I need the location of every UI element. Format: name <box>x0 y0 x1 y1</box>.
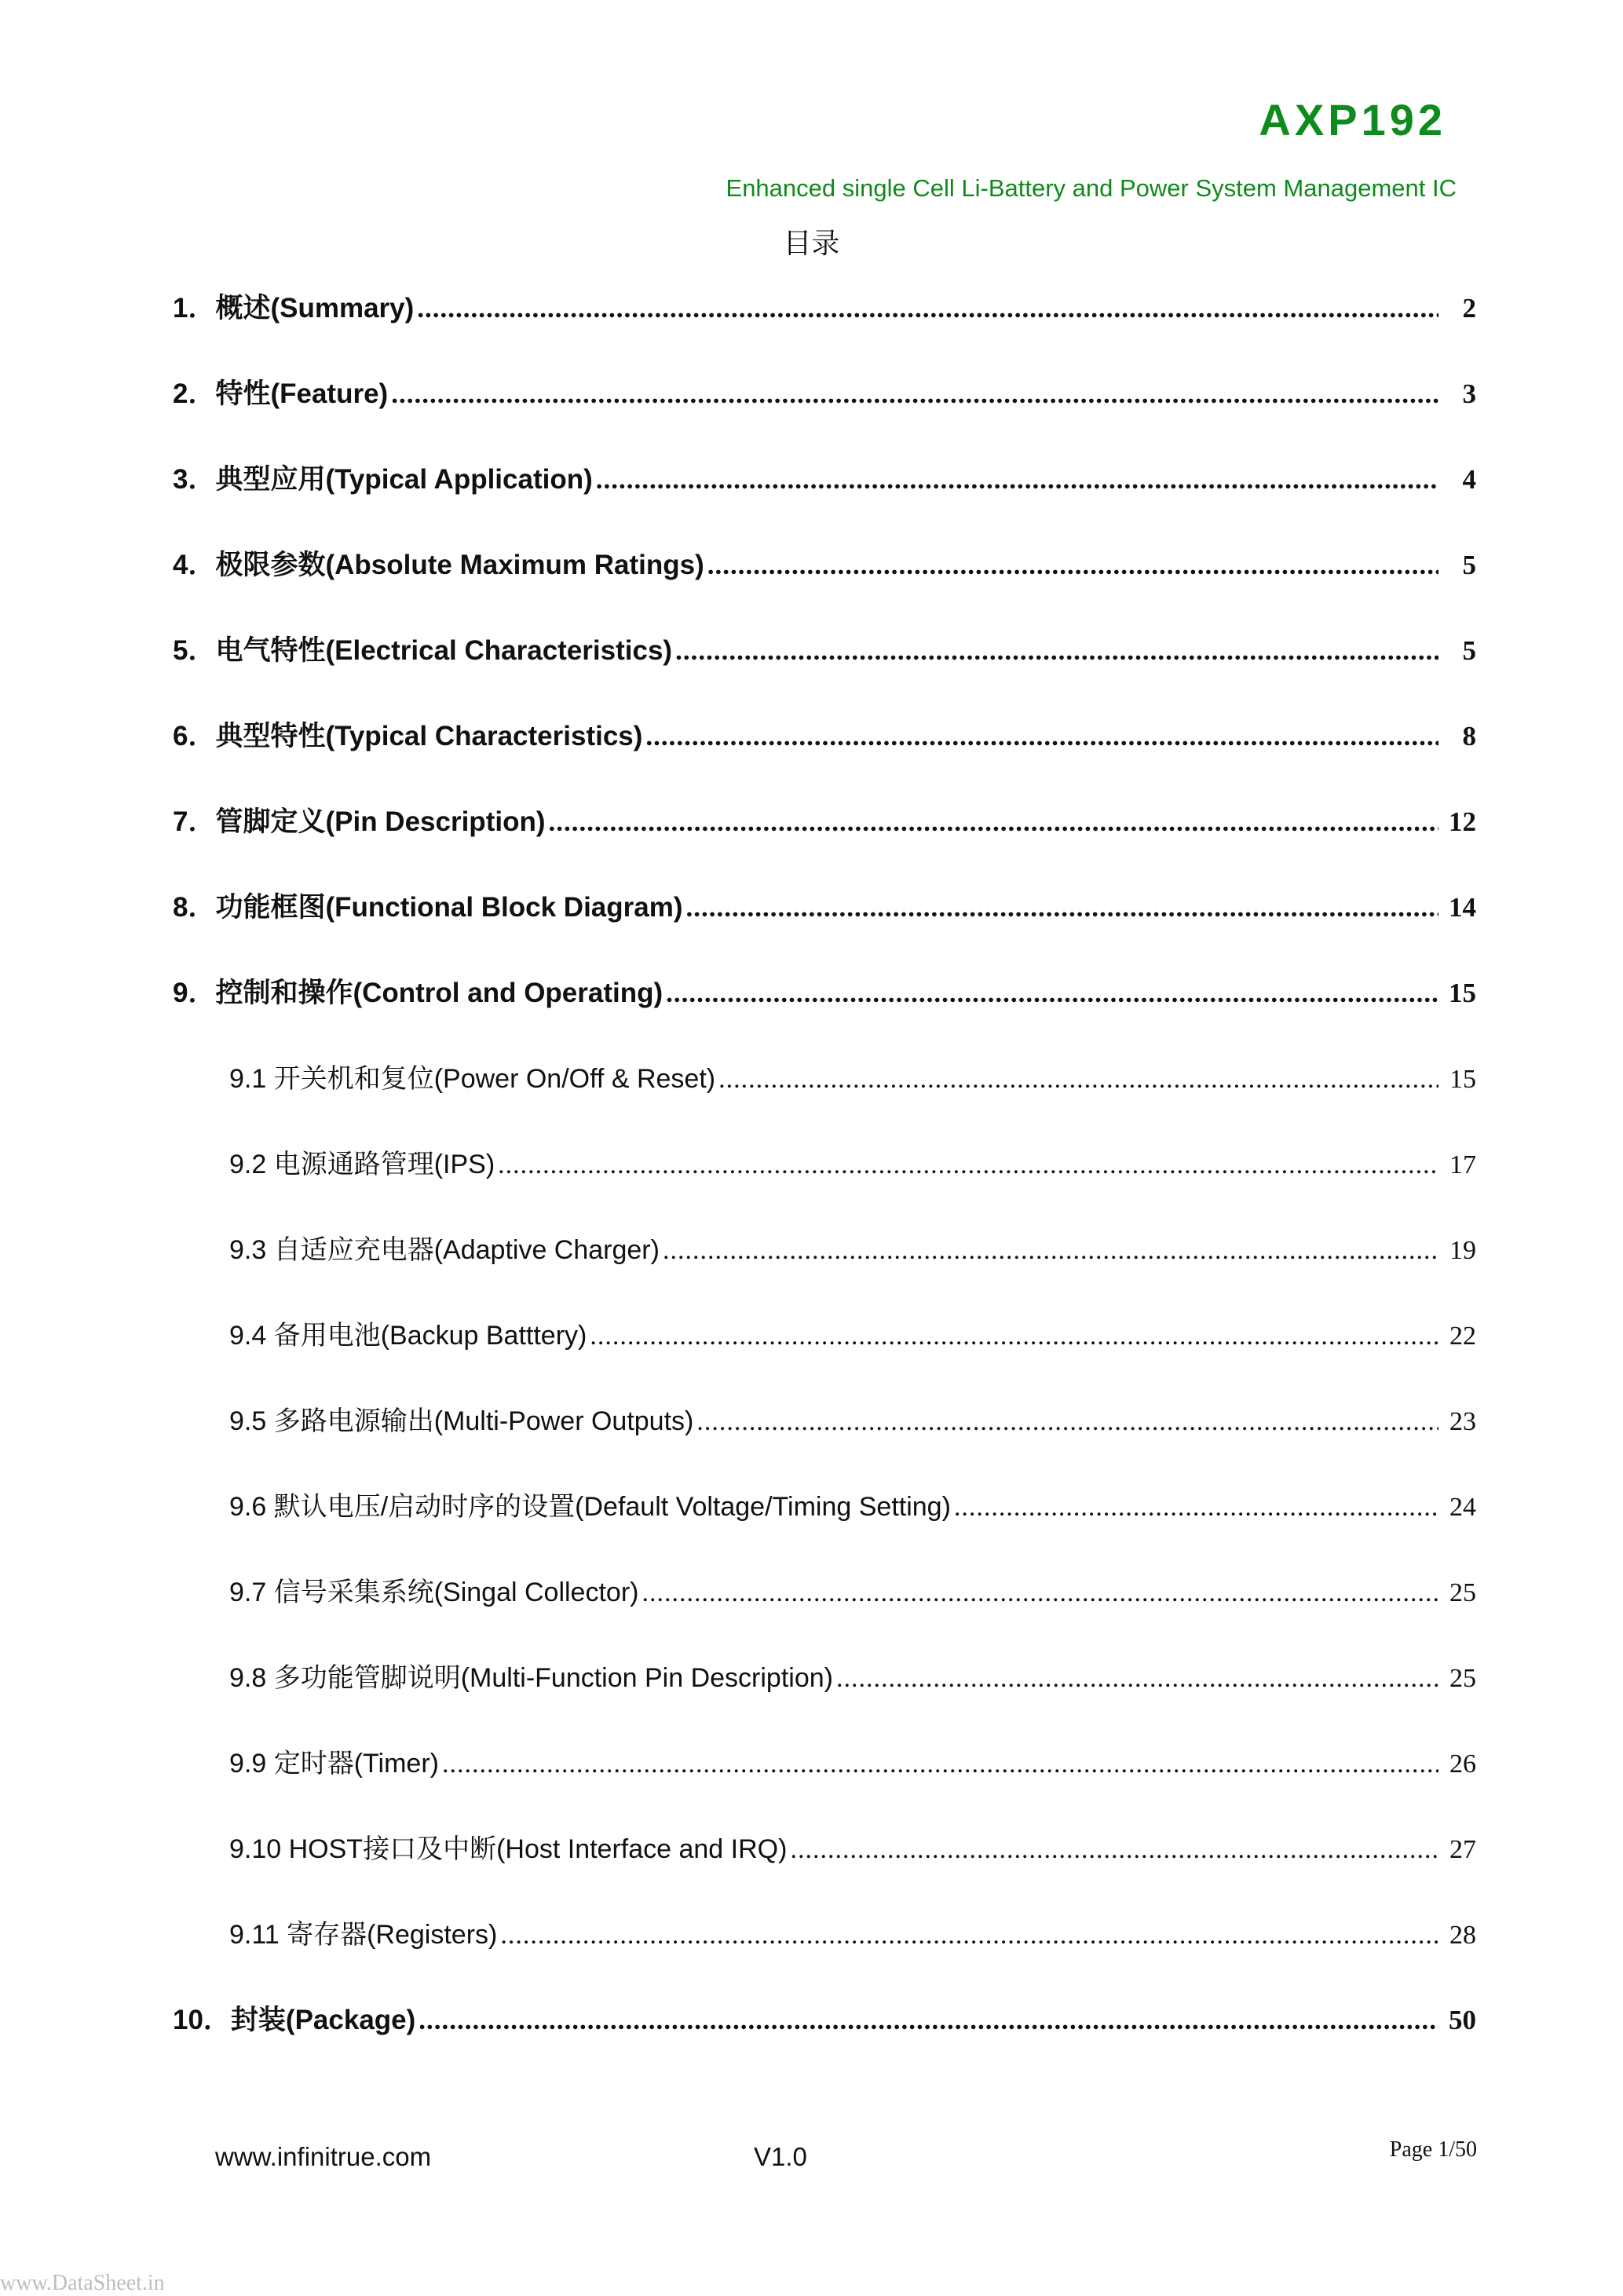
toc-dot-leader <box>498 1150 1438 1180</box>
toc-entry[interactable] <box>229 1485 1476 1532</box>
toc-entry[interactable] <box>173 886 1476 933</box>
toc-entry-page: 24 <box>1449 1493 1476 1522</box>
toc-entry-label: 7．管脚定义(Pin Description) <box>173 806 546 837</box>
product-subtitle: Enhanced single Cell Li-Battery and Power System Management IC <box>726 174 1457 202</box>
toc-entry[interactable] <box>229 1399 1476 1446</box>
toc-entry[interactable] <box>173 715 1476 762</box>
toc-dot-leader <box>642 1578 1438 1608</box>
toc-entry-page: 17 <box>1449 1150 1476 1179</box>
toc-entry-label: 9.2 电源通路管理(IPS) <box>229 1150 495 1179</box>
toc-entry[interactable] <box>229 1570 1476 1618</box>
toc-dot-leader <box>645 721 1438 752</box>
toc-entry[interactable] <box>229 1057 1476 1104</box>
toc-entry-page: 19 <box>1449 1236 1476 1265</box>
toc-entry[interactable] <box>229 1143 1476 1190</box>
toc-entry-label: 8．功能框图(Functional Block Diagram) <box>173 892 683 923</box>
footer-url: www.infinitrue.com <box>215 2142 432 2171</box>
toc-entry[interactable] <box>173 543 1476 590</box>
toc-entry[interactable] <box>173 458 1476 505</box>
toc-entry[interactable] <box>229 1656 1476 1703</box>
toc-entry-label: 9.11 寄存器(Registers) <box>229 1920 498 1950</box>
toc-entry-page: 23 <box>1449 1407 1476 1436</box>
toc-entry-label: 2．特性(Feature) <box>173 378 389 409</box>
toc-dot-leader <box>707 550 1438 581</box>
toc-entry-page: 12 <box>1449 806 1476 837</box>
toc-entry[interactable] <box>229 1742 1476 1789</box>
toc-entry-label: 9.8 多功能管脚说明(Multi-Function Pin Description) <box>229 1663 833 1693</box>
toc-entry-page: 26 <box>1449 1749 1476 1779</box>
toc-entry[interactable] <box>173 287 1476 334</box>
toc-dot-leader <box>442 1749 1438 1779</box>
toc-dot-leader <box>718 1065 1438 1095</box>
footer-version: V1.0 <box>754 2142 807 2171</box>
toc-dot-leader <box>417 293 1438 324</box>
toc-entry-label: 9.9 定时器(Timer) <box>229 1749 439 1779</box>
toc-dot-leader <box>391 378 1438 410</box>
product-name: AXP192 <box>1259 95 1446 144</box>
toc-entry-page: 25 <box>1449 1664 1476 1693</box>
toc-entry-page: 5 <box>1462 635 1476 666</box>
toc-dot-leader <box>790 1835 1438 1865</box>
toc-entry-label: 9.3 自适应充电器(Adaptive Charger) <box>229 1235 660 1265</box>
toc-entry[interactable] <box>229 1228 1476 1275</box>
toc-entry[interactable] <box>229 1913 1476 1960</box>
toc-entry-label: 9.7 信号采集系统(Singal Collector) <box>229 1578 639 1607</box>
toc-entry-label: 9．控制和操作(Control and Operating) <box>173 978 663 1008</box>
toc-entry-page: 14 <box>1449 892 1476 923</box>
toc-entry[interactable] <box>173 629 1476 676</box>
toc-entry-page: 15 <box>1449 1065 1476 1094</box>
toc-dot-leader <box>954 1493 1438 1523</box>
toc-entry[interactable] <box>173 372 1476 419</box>
toc-dot-leader <box>836 1664 1438 1694</box>
toc-entry-page: 3 <box>1462 378 1476 409</box>
toc-entry-label: 4．极限参数(Absolute Maximum Ratings) <box>173 550 704 580</box>
toc-dot-leader <box>686 892 1438 923</box>
toc-dot-leader <box>548 806 1438 838</box>
toc-dot-leader <box>500 1921 1438 1951</box>
toc-entry-page: 2 <box>1462 293 1476 324</box>
toc-entry-label: 1．概述(Summary) <box>173 293 415 324</box>
toc-entry-page: 15 <box>1449 978 1476 1008</box>
toc-entry-page: 4 <box>1462 464 1476 495</box>
toc-entry-label: 9.4 备用电池(Backup Batttery) <box>229 1321 587 1351</box>
toc-entry[interactable] <box>173 800 1476 847</box>
footer-page-number: Page 1/50 <box>1389 2137 1477 2162</box>
toc-entry-label: 9.6 默认电压/启动时序的设置(Default Voltage/Timing Setting) <box>229 1492 951 1522</box>
toc-dot-leader <box>419 2005 1438 2036</box>
toc-entry-label: 9.10 HOST接口及中断(Host Interface and IRQ) <box>229 1834 788 1864</box>
toc-entry[interactable] <box>229 1314 1476 1361</box>
toc-entry-page: 5 <box>1462 550 1476 580</box>
toc-entry-page: 25 <box>1449 1578 1476 1607</box>
watermark: www.DataSheet.in <box>0 2271 165 2295</box>
toc-entry-page: 22 <box>1449 1322 1476 1351</box>
toc-entry[interactable] <box>229 1827 1476 1874</box>
toc-dot-leader <box>666 978 1438 1009</box>
toc-heading: 目录 <box>783 227 840 259</box>
toc-entry-label: 6．典型特性(Typical Characteristics) <box>173 721 643 751</box>
toc-entry-label: 9.1 开关机和复位(Power On/Off & Reset) <box>229 1064 716 1094</box>
toc-entry[interactable] <box>173 971 1476 1018</box>
toc-entry-page: 28 <box>1449 1921 1476 1950</box>
toc-entry-label: 5．电气特性(Electrical Characteristics) <box>173 635 673 666</box>
toc-entry-label: 10．封装(Package) <box>173 2005 416 2035</box>
toc-dot-leader <box>675 635 1438 667</box>
toc-dot-leader <box>590 1322 1438 1351</box>
toc-dot-leader <box>663 1236 1438 1266</box>
toc-entry-page: 50 <box>1449 2005 1476 2035</box>
toc-entry-page: 8 <box>1462 721 1476 751</box>
toc-dot-leader <box>696 1407 1438 1437</box>
toc-entry-label: 9.5 多路电源输出(Multi-Power Outputs) <box>229 1406 694 1436</box>
toc-dot-leader <box>596 464 1438 495</box>
toc-entry-label: 3．典型应用(Typical Application) <box>173 464 593 495</box>
toc-entry[interactable] <box>173 1998 1476 2046</box>
toc-entry-page: 27 <box>1449 1835 1476 1864</box>
